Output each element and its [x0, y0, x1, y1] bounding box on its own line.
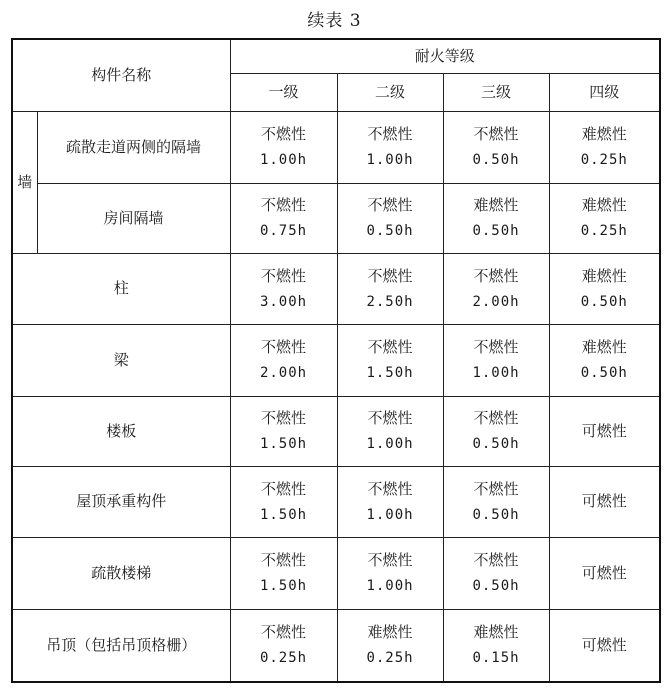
material-class: 不燃性 — [261, 266, 307, 285]
fire-resistance-time: 1.00h — [259, 152, 308, 168]
component-name-cell: 疏散走道两侧的隔墙 — [37, 111, 230, 183]
material-class: 不燃性 — [367, 266, 413, 285]
fire-resistance-time: 0.50h — [472, 506, 520, 523]
material-class: 可燃性 — [581, 492, 627, 510]
rating-cell — [443, 183, 549, 253]
material-class: 不燃性 — [473, 551, 519, 569]
rating-cell — [443, 396, 549, 466]
fire-resistance-time: 3.00h — [259, 293, 308, 310]
fire-resistance-time: 0.50h — [366, 223, 414, 239]
rating-cell — [549, 537, 660, 609]
header-level-2: 二级 — [337, 73, 443, 111]
fire-resistance-time: 1.00h — [366, 436, 414, 452]
table-row — [12, 466, 660, 537]
rating-cell — [443, 537, 549, 609]
rating-cell — [230, 466, 337, 537]
material-class: 难燃性 — [581, 338, 627, 356]
material-class: 不燃性 — [261, 196, 307, 214]
rating-cell — [337, 609, 443, 682]
rating-cell — [337, 183, 443, 253]
fire-resistance-time: 0.15h — [472, 650, 520, 667]
material-class: 不燃性 — [473, 409, 519, 427]
fire-resistance-time: 0.50h — [472, 578, 520, 594]
fire-resistance-time: 2.50h — [366, 293, 414, 310]
material-class: 可燃性 — [581, 635, 627, 654]
fire-resistance-time: 1.00h — [366, 152, 414, 168]
header-level-4: 四级 — [549, 73, 660, 111]
fire-resistance-time: 0.25h — [259, 650, 308, 667]
material-class: 不燃性 — [367, 479, 413, 498]
fire-resistance-time: 1.00h — [366, 578, 414, 594]
material-class: 难燃性 — [473, 196, 519, 214]
header-fire-rating: 耐火等级 — [230, 39, 660, 73]
material-class: 不燃性 — [367, 409, 413, 427]
fire-resistance-time: 2.00h — [259, 365, 308, 381]
header-level-3: 三级 — [443, 73, 549, 111]
material-class: 难燃性 — [367, 623, 413, 642]
fire-resistance-time: 0.25h — [580, 152, 628, 168]
fire-resistance-time: 0.25h — [580, 223, 628, 239]
material-class: 可燃性 — [581, 563, 627, 582]
material-class: 难燃性 — [581, 266, 627, 285]
material-class: 难燃性 — [581, 125, 627, 143]
rating-cell — [230, 183, 337, 253]
fire-resistance-time: 0.25h — [366, 650, 414, 667]
material-class: 不燃性 — [473, 338, 519, 356]
fire-resistance-time: 1.50h — [259, 578, 308, 594]
table-row — [12, 111, 660, 183]
material-class: 不燃性 — [473, 125, 519, 143]
fire-resistance-time: 0.50h — [472, 223, 520, 239]
material-class: 不燃性 — [261, 125, 307, 143]
material-class: 可燃性 — [581, 421, 627, 440]
fire-resistance-time: 0.50h — [580, 365, 628, 381]
table-row — [12, 253, 660, 324]
rating-cell — [549, 324, 660, 396]
header-level-1: 一级 — [230, 73, 337, 111]
rating-cell — [230, 537, 337, 609]
wall-group-label: 墙 — [12, 111, 37, 253]
material-class: 不燃性 — [367, 551, 413, 569]
fire-rating-table — [11, 38, 661, 683]
material-class: 不燃性 — [367, 125, 413, 143]
material-class: 不燃性 — [367, 196, 413, 214]
rating-cell — [549, 396, 660, 466]
fire-resistance-time: 1.00h — [366, 506, 414, 523]
table-row — [12, 609, 660, 682]
rating-cell — [230, 609, 337, 682]
table-row — [12, 396, 660, 466]
component-name-cell: 楼板 — [12, 396, 230, 466]
rating-cell — [443, 111, 549, 183]
rating-cell — [337, 324, 443, 396]
rating-cell — [337, 466, 443, 537]
rating-cell — [230, 111, 337, 183]
fire-resistance-time: 1.00h — [472, 365, 520, 381]
component-name-cell: 柱 — [12, 253, 230, 324]
component-name-cell: 吊顶（包括吊顶格栅） — [12, 609, 230, 682]
component-name-cell: 屋顶承重构件 — [12, 466, 230, 537]
component-name-cell: 梁 — [12, 324, 230, 396]
fire-resistance-time: 0.75h — [259, 223, 308, 239]
rating-cell — [443, 253, 549, 324]
table-row — [12, 537, 660, 609]
rating-cell — [443, 609, 549, 682]
table-row — [12, 324, 660, 396]
fire-resistance-time: 0.50h — [472, 436, 520, 452]
rating-cell — [549, 111, 660, 183]
material-class: 不燃性 — [261, 479, 307, 498]
rating-cell — [549, 609, 660, 682]
rating-cell — [549, 253, 660, 324]
fire-resistance-time: 0.50h — [580, 293, 628, 310]
fire-resistance-time: 1.50h — [259, 506, 308, 523]
material-class: 不燃性 — [261, 623, 307, 642]
component-name-cell: 疏散楼梯 — [12, 537, 230, 609]
rating-cell — [230, 324, 337, 396]
material-class: 难燃性 — [581, 196, 627, 214]
rating-cell — [337, 253, 443, 324]
rating-cell — [549, 466, 660, 537]
material-class: 不燃性 — [473, 266, 519, 285]
material-class: 不燃性 — [261, 551, 307, 569]
material-class: 不燃性 — [367, 338, 413, 356]
rating-cell — [337, 111, 443, 183]
fire-resistance-time: 2.00h — [472, 293, 520, 310]
component-name-cell: 房间隔墙 — [37, 183, 230, 253]
fire-resistance-time: 0.50h — [472, 152, 520, 168]
rating-cell — [230, 253, 337, 324]
material-class: 不燃性 — [473, 479, 519, 498]
rating-cell — [230, 396, 337, 466]
table-title: 续表 3 — [307, 11, 362, 31]
fire-resistance-time: 1.50h — [259, 436, 308, 452]
fire-resistance-time: 1.50h — [366, 365, 414, 381]
rating-cell — [337, 537, 443, 609]
rating-cell — [443, 324, 549, 396]
table-row — [12, 183, 660, 253]
rating-cell — [549, 183, 660, 253]
material-class: 不燃性 — [261, 409, 307, 427]
header-component-name: 构件名称 — [12, 39, 230, 111]
rating-cell — [443, 466, 549, 537]
rating-cell — [337, 396, 443, 466]
material-class: 难燃性 — [473, 623, 519, 642]
material-class: 不燃性 — [261, 338, 307, 356]
